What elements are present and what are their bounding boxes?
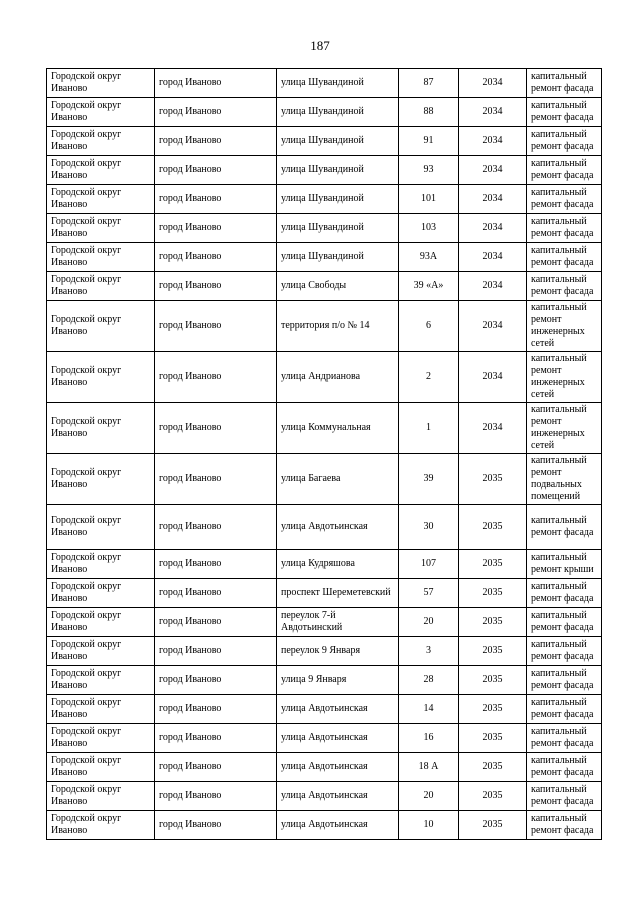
cell-city: город Иваново <box>155 637 277 666</box>
page-number: 187 <box>310 38 330 53</box>
cell-house-number: 103 <box>399 214 459 243</box>
cell-year: 2034 <box>459 127 527 156</box>
table-row <box>47 243 602 272</box>
cell-district: Городской округ Иваново <box>47 550 155 579</box>
cell-work-type: капитальный ремонт фасада <box>527 637 602 666</box>
cell-work-type: капитальный ремонт фасада <box>527 272 602 301</box>
cell-district: Городской округ Иваново <box>47 666 155 695</box>
table-row <box>47 185 602 214</box>
cell-work-type: капитальный ремонт подвальных помещений <box>527 454 602 505</box>
cell-street: улица Коммунальная <box>277 403 399 454</box>
cell-city: город Иваново <box>155 127 277 156</box>
cell-street: улица Шувандиной <box>277 243 399 272</box>
cell-year: 2035 <box>459 579 527 608</box>
table-body <box>47 69 602 840</box>
table-row <box>47 403 602 454</box>
cell-city: город Иваново <box>155 550 277 579</box>
cell-house-number: 107 <box>399 550 459 579</box>
cell-district: Городской округ Иваново <box>47 214 155 243</box>
cell-house-number: 91 <box>399 127 459 156</box>
table-row <box>47 695 602 724</box>
table-row <box>47 666 602 695</box>
cell-house-number: 39 <box>399 454 459 505</box>
cell-year: 2035 <box>459 666 527 695</box>
cell-year: 2035 <box>459 637 527 666</box>
cell-district: Городской округ Иваново <box>47 724 155 753</box>
cell-year: 2035 <box>459 608 527 637</box>
cell-city: город Иваново <box>155 185 277 214</box>
cell-year: 2034 <box>459 272 527 301</box>
cell-house-number: 10 <box>399 811 459 840</box>
cell-city: город Иваново <box>155 695 277 724</box>
cell-house-number: 16 <box>399 724 459 753</box>
cell-city: город Иваново <box>155 454 277 505</box>
cell-year: 2035 <box>459 724 527 753</box>
cell-district: Городской округ Иваново <box>47 695 155 724</box>
cell-work-type: капитальный ремонт фасада <box>527 127 602 156</box>
cell-house-number: 93А <box>399 243 459 272</box>
cell-city: город Иваново <box>155 243 277 272</box>
table-row <box>47 505 602 550</box>
cell-house-number: 6 <box>399 301 459 352</box>
cell-house-number: 3 <box>399 637 459 666</box>
table-row <box>47 782 602 811</box>
cell-house-number: 2 <box>399 352 459 403</box>
cell-street: проспект Шереметевский <box>277 579 399 608</box>
cell-year: 2034 <box>459 156 527 185</box>
cell-street: улица 9 Января <box>277 666 399 695</box>
cell-house-number: 30 <box>399 505 459 550</box>
cell-year: 2035 <box>459 782 527 811</box>
cell-district: Городской округ Иваново <box>47 156 155 185</box>
cell-street: переулок 9 Января <box>277 637 399 666</box>
cell-street: улица Авдотьинская <box>277 695 399 724</box>
cell-city: город Иваново <box>155 301 277 352</box>
cell-work-type: капитальный ремонт фасада <box>527 753 602 782</box>
cell-street: улица Андрианова <box>277 352 399 403</box>
cell-year: 2035 <box>459 811 527 840</box>
cell-city: город Иваново <box>155 403 277 454</box>
cell-district: Городской округ Иваново <box>47 811 155 840</box>
cell-district: Городской округ Иваново <box>47 69 155 98</box>
cell-year: 2035 <box>459 753 527 782</box>
cell-year: 2034 <box>459 69 527 98</box>
cell-house-number: 28 <box>399 666 459 695</box>
table-row <box>47 608 602 637</box>
cell-work-type: капитальный ремонт фасада <box>527 724 602 753</box>
cell-work-type: капитальный ремонт фасада <box>527 156 602 185</box>
cell-city: город Иваново <box>155 272 277 301</box>
cell-house-number: 1 <box>399 403 459 454</box>
cell-district: Городской округ Иваново <box>47 352 155 403</box>
table-row <box>47 352 602 403</box>
cell-work-type: капитальный ремонт фасада <box>527 782 602 811</box>
cell-district: Городской округ Иваново <box>47 403 155 454</box>
cell-street: улица Шувандиной <box>277 98 399 127</box>
cell-district: Городской округ Иваново <box>47 243 155 272</box>
cell-year: 2035 <box>459 454 527 505</box>
cell-house-number: 87 <box>399 69 459 98</box>
cell-work-type: капитальный ремонт фасада <box>527 811 602 840</box>
cell-street: улица Авдотьинская <box>277 505 399 550</box>
cell-year: 2034 <box>459 403 527 454</box>
cell-house-number: 14 <box>399 695 459 724</box>
cell-street: переулок 7-й Авдотьинский <box>277 608 399 637</box>
table-row <box>47 579 602 608</box>
cell-district: Городской округ Иваново <box>47 637 155 666</box>
cell-work-type: капитальный ремонт инженерных сетей <box>527 403 602 454</box>
cell-work-type: капитальный ремонт фасада <box>527 505 602 550</box>
cell-work-type: капитальный ремонт фасада <box>527 98 602 127</box>
cell-year: 2034 <box>459 214 527 243</box>
cell-work-type: капитальный ремонт фасада <box>527 608 602 637</box>
cell-city: город Иваново <box>155 724 277 753</box>
cell-street: территория п/о № 14 <box>277 301 399 352</box>
table-row <box>47 301 602 352</box>
cell-city: город Иваново <box>155 608 277 637</box>
cell-city: город Иваново <box>155 753 277 782</box>
table-row <box>47 69 602 98</box>
cell-city: город Иваново <box>155 782 277 811</box>
cell-work-type: капитальный ремонт фасада <box>527 185 602 214</box>
cell-district: Городской округ Иваново <box>47 782 155 811</box>
cell-house-number: 101 <box>399 185 459 214</box>
cell-district: Городской округ Иваново <box>47 301 155 352</box>
cell-district: Городской округ Иваново <box>47 127 155 156</box>
cell-city: город Иваново <box>155 214 277 243</box>
cell-year: 2035 <box>459 505 527 550</box>
cell-work-type: капитальный ремонт инженерных сетей <box>527 301 602 352</box>
table-row <box>47 637 602 666</box>
cell-year: 2034 <box>459 185 527 214</box>
cell-district: Городской округ Иваново <box>47 454 155 505</box>
cell-year: 2034 <box>459 352 527 403</box>
cell-street: улица Авдотьинская <box>277 811 399 840</box>
cell-district: Городской округ Иваново <box>47 505 155 550</box>
cell-street: улица Кудряшова <box>277 550 399 579</box>
cell-city: город Иваново <box>155 579 277 608</box>
repair-schedule-table <box>46 68 602 840</box>
cell-house-number: 20 <box>399 782 459 811</box>
cell-city: город Иваново <box>155 156 277 185</box>
cell-house-number: 20 <box>399 608 459 637</box>
cell-city: город Иваново <box>155 505 277 550</box>
table-row <box>47 454 602 505</box>
table-row <box>47 811 602 840</box>
cell-work-type: капитальный ремонт инженерных сетей <box>527 352 602 403</box>
cell-house-number: 57 <box>399 579 459 608</box>
table-row <box>47 127 602 156</box>
cell-street: улица Шувандиной <box>277 69 399 98</box>
cell-district: Городской округ Иваново <box>47 753 155 782</box>
cell-work-type: капитальный ремонт фасада <box>527 69 602 98</box>
cell-year: 2034 <box>459 98 527 127</box>
cell-house-number: 88 <box>399 98 459 127</box>
cell-work-type: капитальный ремонт крыши <box>527 550 602 579</box>
cell-year: 2034 <box>459 243 527 272</box>
table-row <box>47 724 602 753</box>
cell-street: улица Авдотьинская <box>277 753 399 782</box>
cell-work-type: капитальный ремонт фасада <box>527 214 602 243</box>
cell-work-type: капитальный ремонт фасада <box>527 579 602 608</box>
cell-house-number: 39 «А» <box>399 272 459 301</box>
cell-city: город Иваново <box>155 811 277 840</box>
cell-city: город Иваново <box>155 98 277 127</box>
cell-city: город Иваново <box>155 666 277 695</box>
table-row <box>47 98 602 127</box>
cell-work-type: капитальный ремонт фасада <box>527 695 602 724</box>
cell-street: улица Авдотьинская <box>277 782 399 811</box>
cell-district: Городской округ Иваново <box>47 98 155 127</box>
table-row <box>47 156 602 185</box>
cell-street: улица Свободы <box>277 272 399 301</box>
cell-year: 2034 <box>459 301 527 352</box>
cell-city: город Иваново <box>155 69 277 98</box>
cell-street: улица Шувандиной <box>277 127 399 156</box>
cell-street: улица Шувандиной <box>277 156 399 185</box>
cell-street: улица Авдотьинская <box>277 724 399 753</box>
cell-city: город Иваново <box>155 352 277 403</box>
cell-district: Городской округ Иваново <box>47 608 155 637</box>
cell-year: 2035 <box>459 550 527 579</box>
table-row <box>47 214 602 243</box>
cell-street: улица Шувандиной <box>277 185 399 214</box>
cell-street: улица Шувандиной <box>277 214 399 243</box>
cell-year: 2035 <box>459 695 527 724</box>
cell-district: Городской округ Иваново <box>47 185 155 214</box>
table-row <box>47 550 602 579</box>
cell-work-type: капитальный ремонт фасада <box>527 666 602 695</box>
cell-house-number: 93 <box>399 156 459 185</box>
cell-work-type: капитальный ремонт фасада <box>527 243 602 272</box>
cell-house-number: 18 А <box>399 753 459 782</box>
table-row <box>47 272 602 301</box>
cell-district: Городской округ Иваново <box>47 579 155 608</box>
cell-district: Городской округ Иваново <box>47 272 155 301</box>
cell-street: улица Багаева <box>277 454 399 505</box>
table-row <box>47 753 602 782</box>
